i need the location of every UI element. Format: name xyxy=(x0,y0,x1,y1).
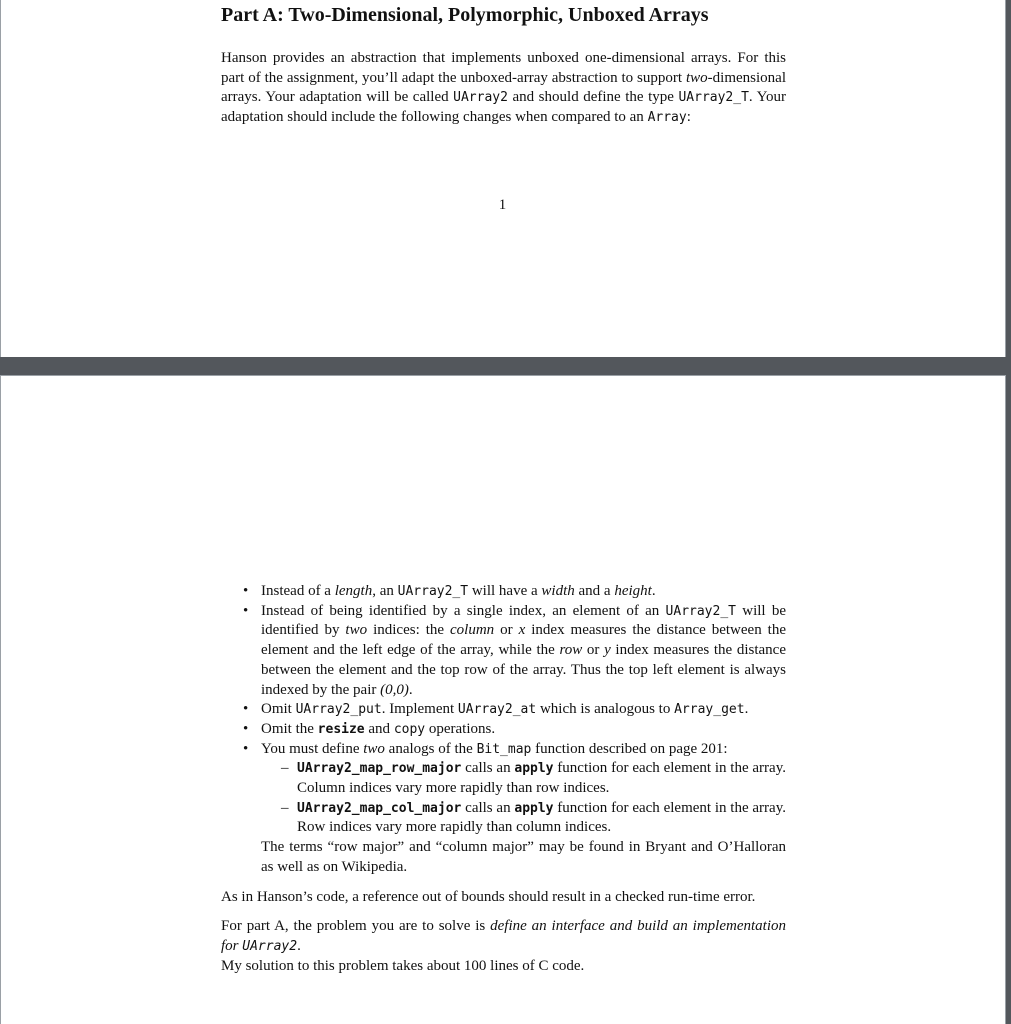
section-title: Part A: Two-Dimensional, Polymorphic, Unboxed Arrays xyxy=(221,4,709,26)
intro-paragraph: Hanson provides an abstraction that implements unboxed one-dimensional arrays. For this part of the assignment, you’ll adapt the unboxed-array abstraction to support two-dimensional arrays. Your adaptation will be called UArray2 and should define the type UArray2_T. Your adaptation should include the following changes when compared to an Array: xyxy=(221,50,786,126)
page-number: 1 xyxy=(498,197,507,213)
bounds-paragraph: As in Hanson’s code, a reference out of bounds should result in a checked run-time error. xyxy=(221,888,756,905)
row-major-note: The terms “row major” and “column major” may be found in Bryant and O’Halloran as well as on Wikipedia. xyxy=(261,839,786,875)
bullet-omit-resize-copy: • Omit the resize and copy operations. xyxy=(221,720,786,740)
pdf-page-2 xyxy=(0,375,1006,1024)
problem-paragraph: For part A, the problem you are to solve is define an interface and build an implementation for UArray2. xyxy=(221,918,786,954)
sub-bullet-col-major: – UArray2_map_col_major calls an apply function for each element in the array. Row indices vary more rapidly than column indices. xyxy=(261,799,786,838)
sub-bullet-row-major: – UArray2_map_row_major calls an apply function for each element in the array. Column indices vary more rapidly than row indices. xyxy=(261,759,786,798)
pdf-page-1 xyxy=(0,0,1006,357)
bullet-omit-put: • Omit UArray2_put. Implement UArray2_at which is analogous to Array_get. xyxy=(221,700,786,720)
requirements-list xyxy=(221,582,786,976)
bullet-width-height: • Instead of a length, an UArray2_T will have a width and a height. xyxy=(221,582,786,602)
bullet-map-analogs: • You must define two analogs of the Bit_map function described on page 201: – UArray2_map_row_major calls an apply function for each element in the array. Column indices vary more rapidly than row indices. – UArray2_map_col_major calls an apply function for each element in the array. Row indices vary more rapidly than column indices. xyxy=(221,740,786,839)
solution-paragraph: My solution to this problem takes about 100 lines of C code. xyxy=(221,957,585,974)
bullet-two-indices: • Instead of being identified by a single index, an element of an UArray2_T will be identified by two indices: the column or x index measures the distance between the element and the left edge of the array, while the row or y index measures the distance between the element and the top row of the array. Thus the top left element is always indexed by the pair (0,0). xyxy=(221,602,786,701)
